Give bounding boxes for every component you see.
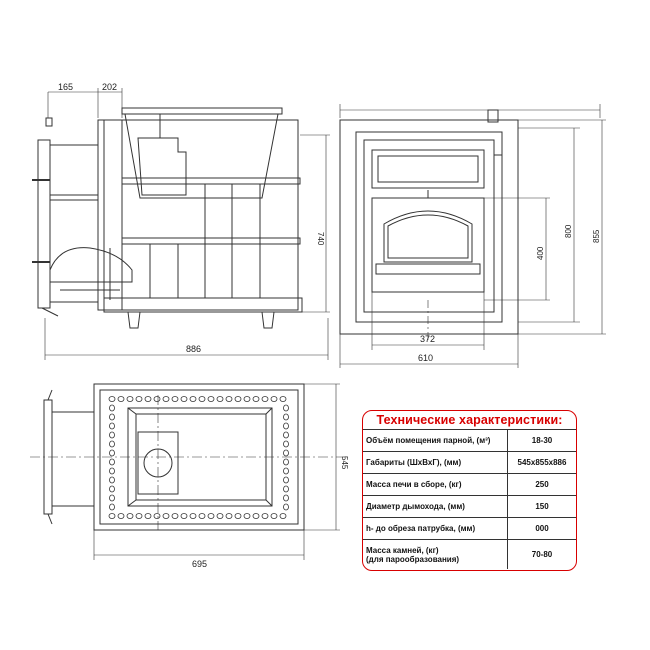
ornament-link	[280, 397, 286, 402]
ornament-link	[110, 423, 115, 429]
ornament-link	[110, 405, 115, 411]
ornament-link	[271, 514, 277, 519]
ornament-link	[284, 414, 289, 420]
spec-value: 70-80	[508, 540, 577, 570]
ornament-link	[208, 397, 214, 402]
ornament-link	[284, 468, 289, 474]
ornament-link	[284, 423, 289, 429]
spec-panel	[362, 410, 577, 571]
spec-label	[363, 540, 508, 570]
ornament-link	[110, 495, 115, 501]
ornament-link	[271, 397, 277, 402]
ornament-link	[136, 397, 142, 402]
ornament-link	[172, 397, 178, 402]
ornament-link	[244, 397, 250, 402]
ornament-link	[284, 477, 289, 483]
dim-202: 202	[102, 82, 118, 92]
ornament-link	[110, 486, 115, 492]
spec-row	[363, 430, 576, 452]
ornament-link	[226, 397, 232, 402]
ornament-link	[154, 514, 160, 519]
ornament-link	[235, 397, 241, 402]
ornament-link	[145, 397, 151, 402]
ornament-link	[110, 468, 115, 474]
dim-400: 400	[536, 246, 545, 260]
spec-value: 18-30	[508, 430, 577, 452]
ornament-link	[181, 397, 187, 402]
dim-695: 695	[192, 559, 208, 569]
spec-label-line1: Масса камней, (кг)	[366, 545, 439, 555]
ornament-link	[109, 514, 115, 519]
ornament-link	[190, 514, 196, 519]
ornament-link	[284, 459, 289, 465]
ornament-link	[110, 459, 115, 465]
dim-545: 545	[340, 456, 349, 470]
ornament-link	[181, 514, 187, 519]
ornament-link	[110, 441, 115, 447]
ornament-link	[163, 397, 169, 402]
spec-table	[363, 429, 576, 569]
spec-row	[363, 474, 576, 496]
spec-label: Диаметр дымохода, (мм)	[363, 496, 508, 518]
spec-title: Технические характеристики:	[376, 413, 563, 427]
ornament-link	[284, 495, 289, 501]
ornament-link	[127, 397, 133, 402]
ornament-link	[110, 450, 115, 456]
top-view	[30, 384, 345, 560]
ornament-link	[226, 514, 232, 519]
spec-value: 000	[508, 518, 577, 540]
ornament-link	[110, 432, 115, 438]
ornament-link	[253, 397, 259, 402]
dim-165: 165	[58, 82, 74, 92]
spec-label: Масса печи в сборе, (кг)	[363, 474, 508, 496]
ornament-link	[284, 450, 289, 456]
ornament-link	[199, 514, 205, 519]
ornament-link	[217, 514, 223, 519]
dim-800: 800	[564, 224, 573, 238]
ornament-link	[262, 397, 268, 402]
spec-label-line2: (для парообразования)	[366, 554, 460, 564]
dim-610: 610	[418, 353, 434, 363]
ornament-link	[284, 441, 289, 447]
ornament-link	[172, 514, 178, 519]
spec-row	[363, 540, 576, 570]
spec-row	[363, 452, 576, 474]
side-view	[32, 88, 330, 360]
ornament-link	[154, 397, 160, 402]
ornament-link	[253, 514, 259, 519]
ornament-link	[284, 432, 289, 438]
ornament-link	[127, 514, 133, 519]
ornament-link	[284, 504, 289, 510]
ornament-link	[118, 397, 124, 402]
ornament-link	[280, 514, 286, 519]
spec-value: 150	[508, 496, 577, 518]
ornament-link	[208, 514, 214, 519]
dim-740: 740	[316, 232, 325, 246]
spec-value: 250	[508, 474, 577, 496]
ornament-link	[199, 397, 205, 402]
ornament-link	[235, 514, 241, 519]
ornament-link	[110, 414, 115, 420]
spec-label: Объём помещения парной, (м³)	[363, 430, 508, 452]
ornament-link	[262, 514, 268, 519]
ornament-link	[163, 514, 169, 519]
ornament-link	[118, 514, 124, 519]
ornament-link	[110, 504, 115, 510]
dim-372: 372	[420, 334, 436, 344]
ornament-link	[110, 477, 115, 483]
ornament-link	[190, 397, 196, 402]
dim-886: 886	[186, 344, 202, 354]
dim-855: 855	[592, 229, 601, 243]
spec-label: Габариты (ШхВхГ), (мм)	[363, 452, 508, 474]
spec-value: 545х855х886	[508, 452, 577, 474]
ornament-link	[136, 514, 142, 519]
spec-label: h- до обреза патрубка, (мм)	[363, 518, 508, 540]
spec-row	[363, 518, 576, 540]
ornament-link	[145, 514, 151, 519]
ornament-link	[284, 486, 289, 492]
ornament-link	[244, 514, 250, 519]
ornament-link	[284, 405, 289, 411]
spec-row	[363, 496, 576, 518]
ornament-link	[109, 397, 115, 402]
ornament-link	[217, 397, 223, 402]
